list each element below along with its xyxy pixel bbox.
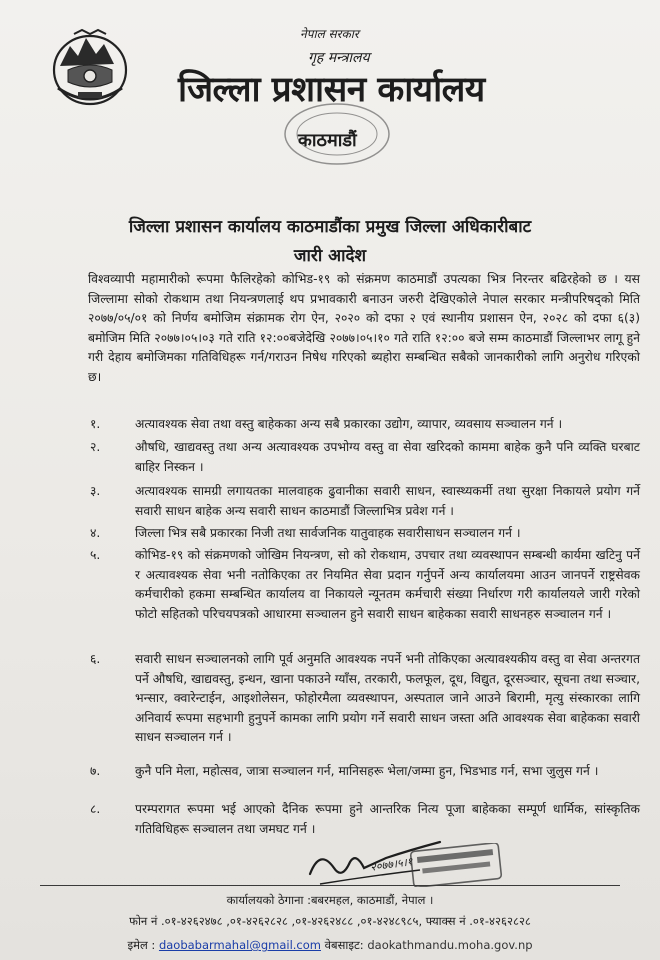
- office-title: जिल्ला प्रशासन कार्यालय: [178, 70, 485, 110]
- email-link[interactable]: daobabarmahal@gmail.com: [158, 938, 321, 952]
- intro-paragraph: विश्वव्यापी महामारीको रूपमा फैलिरहेको कोभिड-१९ को संक्रमण काठमाडौं उपत्यका भित्र निरन्तर बढिरहेको छ । यस जिल्लामा सोको रोकथाम तथा नियन्त्रणलाई थप प्रभावकारी बनाउन जरुरी देखिएकोले नेपाल सरकार मन्त्रीपरिषद्को मिति २०७७/०५/०१ को निर्णय बमोजिम संक्रामक रोग ऐन, २०२० को दफा २ एवं स्थानीय प्रशासन ऐन, २०२८ को दफा ६(३) बमोजिम मिति २०७७।०५।०३ गते राति १२:००बजेदेखि २०७७।०५।१० गते राति १२:०० बजे सम्म काठमाडौं जिल्लाभर लागू हुने गरी देहाय बमोजिमका गतिविधिहरू गर्न/गराउन निषेध गरिएको ब्यहोरा सम्बन्धित सबैको जानकारीको लागि अनुरोध गरिएको छ।: [88, 272, 640, 384]
- item-number: ६.: [90, 652, 101, 666]
- list-item: [88, 415, 640, 435]
- item-text: कोभिड-१९ को संक्रमणको जोखिम नियन्त्रण, सो को रोकथाम, उपचार तथा व्यवस्थापन सम्बन्धी कार्यमा खटिनु पर्ने र अत्यावश्यक सेवा भनी नतोकिएका तर नियमित सेवा प्रदान गर्नुपर्ने अन्य कार्यालयमा आउन जानपर्ने राष्ट्रसेवक कर्मचारीको हकमा सम्बन्धित कार्यालय वा निकायले न्यूनतम कर्मचारी संख्या निर्धारण गरी कार्यालयले जारी गरेको फोटो सहितको परिचयपत्रको आधारमा सञ्चालन हुने सवारी साधन बाहेकका सवारी साधनहरु सञ्चालन गर्न ।: [135, 548, 640, 621]
- item-number: ८.: [90, 802, 101, 816]
- item-text: अत्यावश्यक सामग्री लगायतका मालवाहक ढुवानीका सवारी साधन, स्वास्थ्यकर्मी तथा सुरक्षा निकायले प्रयोग गर्ने सवारी साधन बाहेक अन्य सवारी साधन काठमाडौं जिल्लाभित्र प्रवेश गर्न ।: [135, 484, 640, 518]
- website-label: वेबसाइट:: [324, 938, 364, 952]
- nepal-coat-of-arms-icon: [48, 26, 132, 110]
- item-number: ७.: [90, 764, 101, 778]
- list-item: [88, 438, 640, 477]
- item-text: औषधि, खाद्यवस्तु तथा अन्य अत्यावश्यक उपभोग्य वस्तु वा सेवा खरिदको काममा बाहेक कुनै पनि व्यक्ति घरबाट बाहिर निस्कन ।: [135, 440, 640, 474]
- list-item: [88, 762, 640, 782]
- order-subheading: जारी आदेश: [293, 246, 367, 266]
- item-text: अत्यावश्यक सेवा तथा वस्तु बाहेकका अन्य सबै प्रकारका उद्योग, व्यापार, व्यवसाय सञ्चालन गर्न ।: [135, 417, 563, 431]
- item-text: परम्परागत रूपमा भई आएको दैनिक रूपमा हुने आन्तरिक नित्य पूजा बाहेकका सम्पूर्ण धार्मिक, सांस्कृतिक गतिविधिहरू सञ्चालन तथा जमघट गर्न ।: [135, 802, 640, 836]
- list-item: [88, 524, 640, 544]
- office-phone: फोन नं .०१-४२६२४७८ ,०१-४२६२८२८ ,०१-४२६२४८८ ,०१-४२४८९८५, फ्याक्स नं .०१-४२६२८२८: [129, 914, 531, 928]
- government-name: नेपाल सरकार: [300, 27, 359, 41]
- district-name: काठमाडौं: [298, 130, 357, 151]
- item-number: ३.: [90, 484, 101, 498]
- item-text: जिल्ला भित्र सबै प्रकारका निजी तथा सार्वजनिक यातुवाहक सवारीसाधन सञ्चालन गर्न ।: [135, 526, 521, 540]
- ministry-name: गृह मन्त्रालय: [308, 50, 370, 66]
- order-heading: जिल्ला प्रशासन कार्यालय काठमाडौंका प्रमुख जिल्ला अधिकारीबाट: [128, 217, 532, 237]
- item-text: कुनै पनि मेला, महोत्सव, जात्रा सञ्चालन गर्न, मानिसहरू भेला/जम्मा हुन, भिडभाड गर्न, सभा जुलुस गर्न ।: [135, 764, 599, 778]
- item-number: १.: [90, 417, 101, 431]
- round-office-stamp-icon: [408, 843, 504, 887]
- list-item: [88, 482, 640, 521]
- footer-divider: [40, 885, 620, 886]
- signature-date: २०७७।५।१: [369, 855, 414, 874]
- email-label: इमेल :: [127, 938, 156, 952]
- website-link[interactable]: daokathmandu.moha.gov.np: [367, 938, 533, 952]
- item-text: सवारी साधन सञ्चालनको लागि पूर्व अनुमति आवश्यक नपर्ने भनी तोकिएका अत्यावश्यकीय वस्तु वा सेवा अन्तरगत पर्ने औषधि, खाद्यवस्तु, इन्धन, खाना पकाउने ग्याँस, तरकारी, फलफूल, दूध, विद्युत, दूरसञ्चार, सूचना तथा सञ्चार, भन्सार, क्वारेन्टाईन, आइशोलेसन, फोहोरमैला व्यवस्थापन, अस्पताल जाने आउने बिरामी, मृत्यु संस्कारका लागि अनिवार्य रूपमा सहभागी हुनुपर्ने कामका लागि प्रयोग गर्ने सवारी साधन जस्ता अति आवश्यक सेवा बाहेकका सवारी साधन सञ्चालन गर्न ।: [135, 652, 640, 745]
- office-contact: [0, 938, 660, 953]
- item-number: २.: [90, 440, 101, 454]
- item-number: ४.: [90, 526, 101, 540]
- item-number: ५.: [90, 548, 101, 562]
- list-item: [88, 546, 640, 624]
- office-address: कार्यालयको ठेगाना :बबरमहल, काठमाडौं, नेपाल ।: [226, 893, 434, 907]
- list-item: [88, 650, 640, 748]
